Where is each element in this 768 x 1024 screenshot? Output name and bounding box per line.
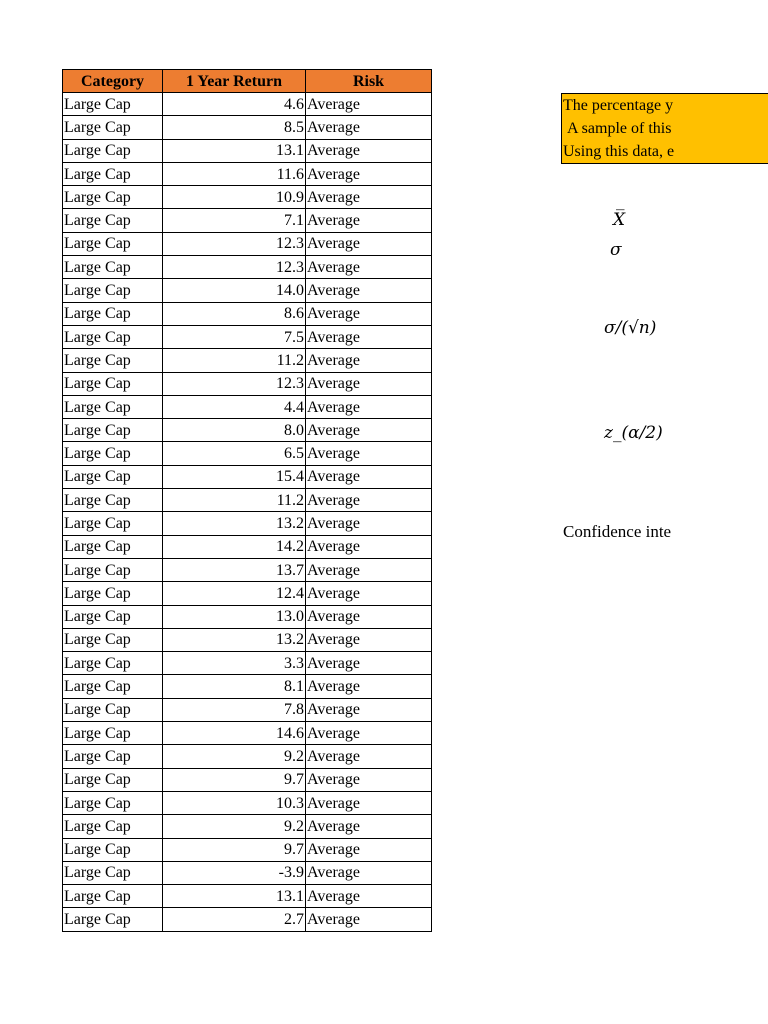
- risk-cell[interactable]: Average: [306, 745, 432, 768]
- risk-cell[interactable]: Average: [306, 768, 432, 791]
- problem-line-3: Using this data, e: [563, 143, 675, 160]
- risk-cell[interactable]: Average: [306, 489, 432, 512]
- header-1-year-return[interactable]: 1 Year Return: [163, 70, 306, 93]
- return-cell[interactable]: 11.6: [163, 162, 306, 185]
- return-cell[interactable]: 11.2: [163, 489, 306, 512]
- table-row: [63, 186, 432, 209]
- return-cell[interactable]: 14.0: [163, 279, 306, 302]
- risk-cell[interactable]: Average: [306, 652, 432, 675]
- category-cell[interactable]: Large Cap: [63, 558, 163, 581]
- risk-cell[interactable]: Average: [306, 535, 432, 558]
- risk-cell[interactable]: Average: [306, 349, 432, 372]
- risk-cell[interactable]: Average: [306, 419, 432, 442]
- risk-cell[interactable]: Average: [306, 698, 432, 721]
- table-row: [63, 652, 432, 675]
- return-cell[interactable]: 12.4: [163, 582, 306, 605]
- table-row: [63, 209, 432, 232]
- category-cell[interactable]: Large Cap: [63, 139, 163, 162]
- table-row: [63, 628, 432, 651]
- category-cell[interactable]: Large Cap: [63, 372, 163, 395]
- return-cell[interactable]: 4.6: [163, 93, 306, 116]
- return-cell[interactable]: 4.4: [163, 395, 306, 418]
- category-cell[interactable]: Large Cap: [63, 512, 163, 535]
- risk-cell[interactable]: Average: [306, 791, 432, 814]
- risk-cell[interactable]: Average: [306, 442, 432, 465]
- category-cell[interactable]: Large Cap: [63, 232, 163, 255]
- risk-cell[interactable]: Average: [306, 465, 432, 488]
- risk-cell[interactable]: Average: [306, 209, 432, 232]
- return-cell[interactable]: 9.2: [163, 745, 306, 768]
- return-cell[interactable]: 7.1: [163, 209, 306, 232]
- table-row: [63, 139, 432, 162]
- table-row: [63, 279, 432, 302]
- risk-cell[interactable]: Average: [306, 302, 432, 325]
- header-risk[interactable]: Risk: [306, 70, 432, 93]
- category-cell[interactable]: Large Cap: [63, 395, 163, 418]
- category-cell[interactable]: Large Cap: [63, 162, 163, 185]
- category-cell[interactable]: Large Cap: [63, 116, 163, 139]
- return-cell[interactable]: 10.3: [163, 791, 306, 814]
- return-cell[interactable]: 13.0: [163, 605, 306, 628]
- risk-cell[interactable]: Average: [306, 722, 432, 745]
- table-row: [63, 93, 432, 116]
- risk-cell[interactable]: Average: [306, 139, 432, 162]
- return-cell[interactable]: 12.3: [163, 232, 306, 255]
- risk-cell[interactable]: Average: [306, 675, 432, 698]
- return-cell[interactable]: 9.7: [163, 838, 306, 861]
- confidence-interval-label: Confidence inte: [563, 522, 672, 541]
- risk-cell[interactable]: Average: [306, 395, 432, 418]
- return-cell[interactable]: 8.5: [163, 116, 306, 139]
- return-cell[interactable]: 14.2: [163, 535, 306, 558]
- return-cell[interactable]: 13.1: [163, 885, 306, 908]
- return-cell[interactable]: 15.4: [163, 465, 306, 488]
- category-cell[interactable]: Large Cap: [63, 698, 163, 721]
- table-row: [63, 861, 432, 884]
- table-row: [63, 489, 432, 512]
- table-body: [63, 93, 432, 932]
- category-cell[interactable]: Large Cap: [63, 885, 163, 908]
- table-row: [63, 698, 432, 721]
- header-row: [63, 70, 432, 93]
- category-cell[interactable]: Large Cap: [63, 768, 163, 791]
- risk-cell[interactable]: Average: [306, 93, 432, 116]
- risk-cell[interactable]: Average: [306, 628, 432, 651]
- table-row: [63, 838, 432, 861]
- return-cell[interactable]: 7.8: [163, 698, 306, 721]
- risk-cell[interactable]: Average: [306, 256, 432, 279]
- return-cell[interactable]: 7.5: [163, 325, 306, 348]
- risk-cell[interactable]: Average: [306, 861, 432, 884]
- return-cell[interactable]: 11.2: [163, 349, 306, 372]
- return-cell[interactable]: 13.2: [163, 512, 306, 535]
- category-cell[interactable]: Large Cap: [63, 419, 163, 442]
- return-cell[interactable]: 8.6: [163, 302, 306, 325]
- table-row: [63, 745, 432, 768]
- table-row: [63, 558, 432, 581]
- category-cell[interactable]: Large Cap: [63, 349, 163, 372]
- table-row: [63, 908, 432, 931]
- table-row: [63, 419, 432, 442]
- risk-cell[interactable]: Average: [306, 908, 432, 931]
- table-row: [63, 815, 432, 838]
- problem-line-2: A sample of this: [567, 120, 672, 137]
- return-cell[interactable]: 6.5: [163, 442, 306, 465]
- table-row: [63, 885, 432, 908]
- table-row: [63, 768, 432, 791]
- category-cell[interactable]: Large Cap: [63, 186, 163, 209]
- category-cell[interactable]: Large Cap: [63, 791, 163, 814]
- category-cell[interactable]: Large Cap: [63, 302, 163, 325]
- return-cell[interactable]: 13.1: [163, 139, 306, 162]
- sigma-formula: σ: [610, 240, 622, 260]
- category-cell[interactable]: Large Cap: [63, 605, 163, 628]
- category-cell[interactable]: Large Cap: [63, 722, 163, 745]
- category-cell[interactable]: Large Cap: [63, 489, 163, 512]
- table-row: [63, 232, 432, 255]
- table-row: [63, 675, 432, 698]
- table-row: [63, 302, 432, 325]
- z-value-formula: z_(α/2): [604, 423, 663, 443]
- risk-cell[interactable]: Average: [306, 605, 432, 628]
- risk-cell[interactable]: Average: [306, 325, 432, 348]
- category-cell[interactable]: Large Cap: [63, 861, 163, 884]
- category-cell[interactable]: Large Cap: [63, 745, 163, 768]
- table-row: [63, 582, 432, 605]
- risk-cell[interactable]: Average: [306, 885, 432, 908]
- return-cell[interactable]: 8.0: [163, 419, 306, 442]
- category-cell[interactable]: Large Cap: [63, 535, 163, 558]
- table-row: [63, 535, 432, 558]
- table-row: [63, 395, 432, 418]
- risk-cell[interactable]: Average: [306, 372, 432, 395]
- category-cell[interactable]: Large Cap: [63, 93, 163, 116]
- risk-cell[interactable]: Average: [306, 232, 432, 255]
- return-cell[interactable]: 12.3: [163, 256, 306, 279]
- return-cell[interactable]: 12.3: [163, 372, 306, 395]
- category-cell[interactable]: Large Cap: [63, 582, 163, 605]
- return-cell[interactable]: 9.2: [163, 815, 306, 838]
- problem-statement-cell[interactable]: [561, 93, 768, 164]
- table-row: [63, 605, 432, 628]
- table-row: [63, 722, 432, 745]
- return-cell[interactable]: 13.2: [163, 628, 306, 651]
- category-cell[interactable]: Large Cap: [63, 442, 163, 465]
- return-cell[interactable]: 9.7: [163, 768, 306, 791]
- table-row: [63, 442, 432, 465]
- table-row: [63, 325, 432, 348]
- return-cell[interactable]: 13.7: [163, 558, 306, 581]
- return-cell[interactable]: 3.3: [163, 652, 306, 675]
- risk-cell[interactable]: Average: [306, 186, 432, 209]
- return-cell[interactable]: 8.1: [163, 675, 306, 698]
- risk-cell[interactable]: Average: [306, 512, 432, 535]
- category-cell[interactable]: Large Cap: [63, 815, 163, 838]
- category-cell[interactable]: Large Cap: [63, 838, 163, 861]
- category-cell[interactable]: Large Cap: [63, 209, 163, 232]
- table-row: [63, 116, 432, 139]
- returns-table: [62, 69, 432, 932]
- mean-formula: X̅: [613, 210, 626, 230]
- return-cell[interactable]: 14.6: [163, 722, 306, 745]
- category-cell[interactable]: Large Cap: [63, 652, 163, 675]
- risk-cell[interactable]: Average: [306, 279, 432, 302]
- return-cell[interactable]: 2.7: [163, 908, 306, 931]
- table-row: [63, 372, 432, 395]
- category-cell[interactable]: Large Cap: [63, 325, 163, 348]
- return-cell[interactable]: 10.9: [163, 186, 306, 209]
- risk-cell[interactable]: Average: [306, 815, 432, 838]
- risk-cell[interactable]: Average: [306, 838, 432, 861]
- table-row: [63, 791, 432, 814]
- category-cell[interactable]: Large Cap: [63, 465, 163, 488]
- category-cell[interactable]: Large Cap: [63, 675, 163, 698]
- category-cell[interactable]: Large Cap: [63, 256, 163, 279]
- risk-cell[interactable]: Average: [306, 582, 432, 605]
- table-row: [63, 256, 432, 279]
- category-cell[interactable]: Large Cap: [63, 628, 163, 651]
- table-row: [63, 162, 432, 185]
- risk-cell[interactable]: Average: [306, 558, 432, 581]
- return-cell[interactable]: -3.9: [163, 861, 306, 884]
- table-row: [63, 465, 432, 488]
- risk-cell[interactable]: Average: [306, 162, 432, 185]
- risk-cell[interactable]: Average: [306, 116, 432, 139]
- category-cell[interactable]: Large Cap: [63, 279, 163, 302]
- table-row: [63, 512, 432, 535]
- header-category[interactable]: Category: [63, 70, 163, 93]
- table-row: [63, 349, 432, 372]
- standard-error-formula: σ/(√n): [604, 318, 657, 338]
- problem-line-1: The percentage y: [563, 97, 674, 114]
- category-cell[interactable]: Large Cap: [63, 908, 163, 931]
